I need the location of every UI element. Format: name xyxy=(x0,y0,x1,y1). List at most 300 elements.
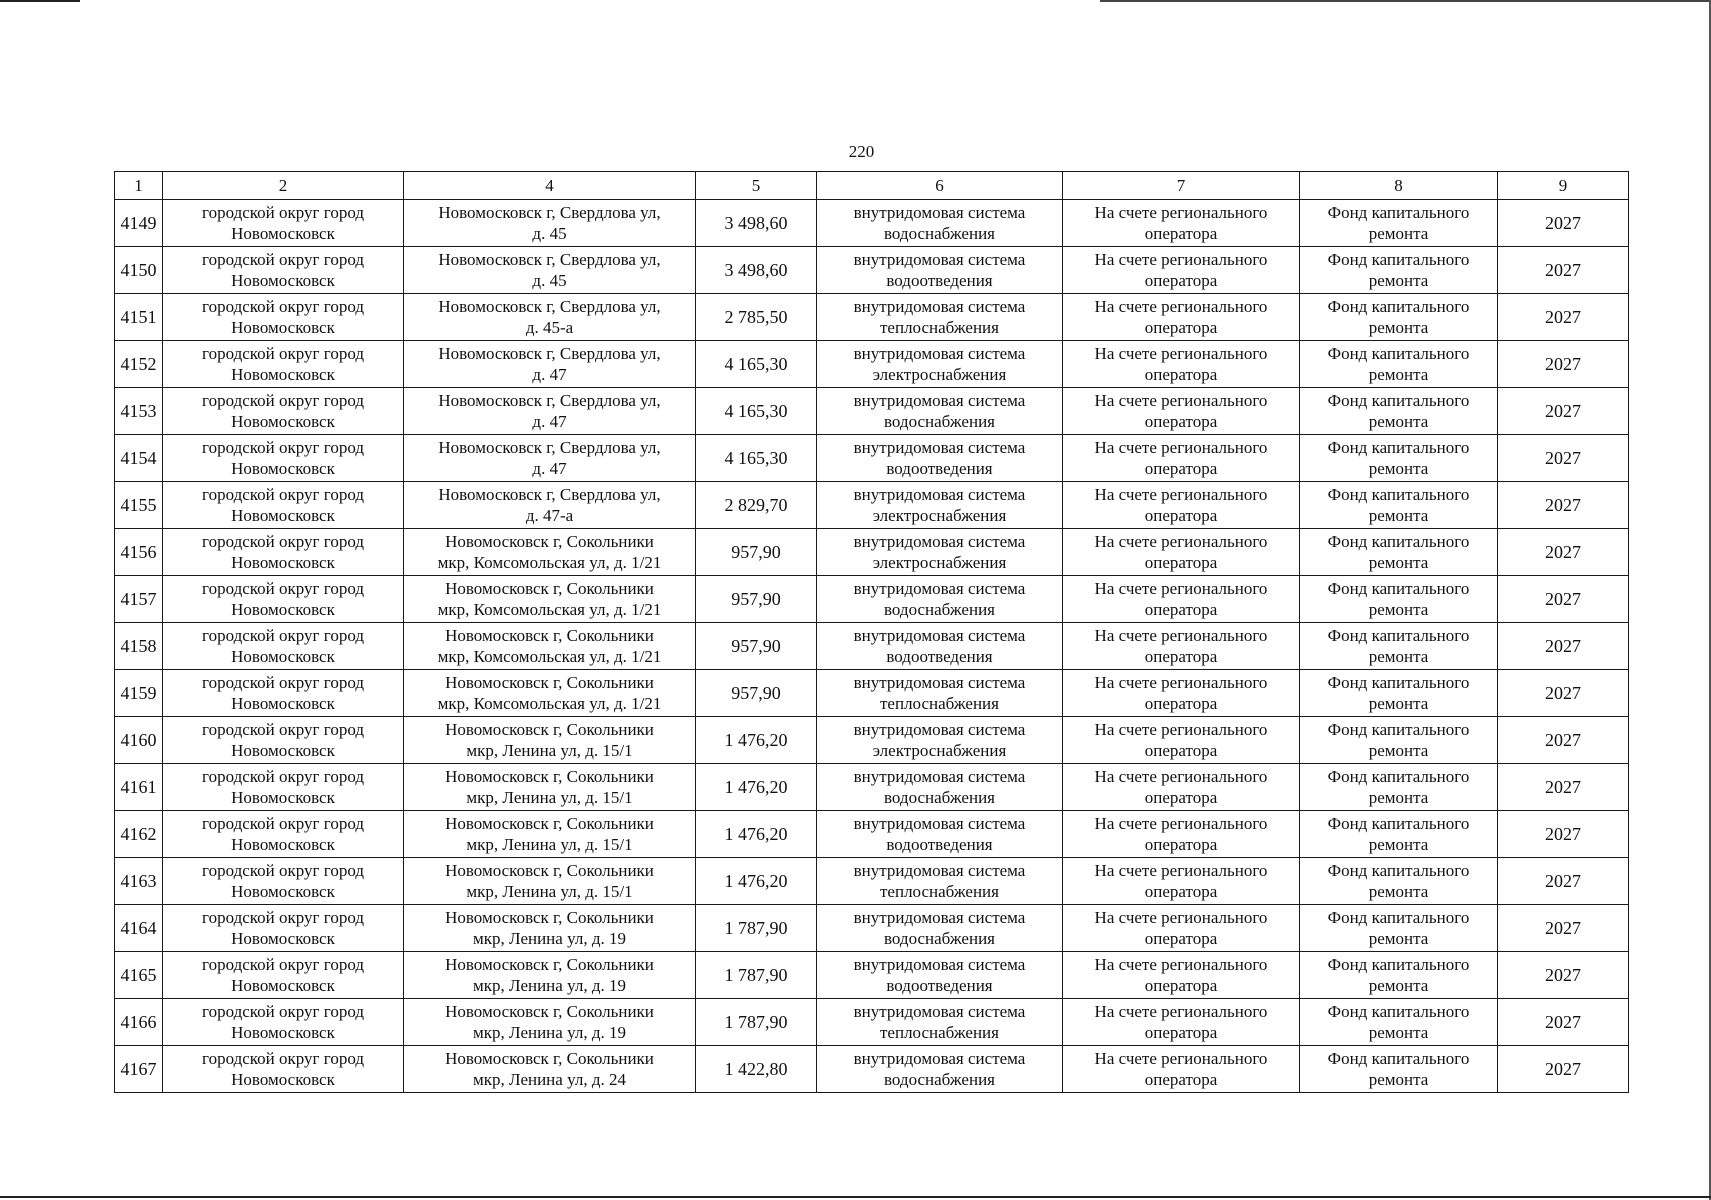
address-cell xyxy=(404,482,696,529)
address-cell-line: Новомосковск г, Сокольники xyxy=(445,1002,654,1021)
address-cell-line: Новомосковск г, Сокольники xyxy=(445,814,654,833)
municipality-cell-line: Новомосковск xyxy=(231,976,335,995)
municipality-cell-line: Новомосковск xyxy=(231,318,335,337)
area-cell: 957,90 xyxy=(696,576,817,623)
system-cell-line: водоотведения xyxy=(886,271,993,290)
column-header: 1 xyxy=(115,172,163,200)
address-cell-line: д. 45 xyxy=(532,271,567,290)
account-cell-line: На счете регионального xyxy=(1094,1002,1268,1021)
fund-cell xyxy=(1300,670,1498,717)
system-cell-line: водоотведения xyxy=(886,647,993,666)
address-cell xyxy=(404,200,696,247)
account-cell-line: На счете регионального xyxy=(1094,579,1268,598)
row-number-cell: 4157 xyxy=(115,576,163,623)
account-cell-line: оператора xyxy=(1144,600,1218,619)
account-cell-line: оператора xyxy=(1144,647,1218,666)
fund-cell-line: Фонд капитального xyxy=(1327,673,1470,692)
row-number-cell: 4161 xyxy=(115,764,163,811)
year-cell: 2027 xyxy=(1498,1046,1629,1093)
fund-cell-line: ремонта xyxy=(1368,365,1429,384)
account-cell-line: На счете регионального xyxy=(1094,720,1268,739)
year-cell: 2027 xyxy=(1498,905,1629,952)
row-number-cell: 4163 xyxy=(115,858,163,905)
fund-cell-line: Фонд капитального xyxy=(1327,908,1470,927)
address-cell-line: Новомосковск г, Свердлова ул, xyxy=(438,203,661,222)
account-cell xyxy=(1063,811,1300,858)
area-cell: 1 422,80 xyxy=(696,1046,817,1093)
municipality-cell-line: городской округ город xyxy=(202,1002,364,1021)
account-cell xyxy=(1063,200,1300,247)
system-cell xyxy=(817,529,1063,576)
address-cell xyxy=(404,952,696,999)
system-cell-line: электроснабжения xyxy=(872,741,1007,760)
fund-cell-line: ремонта xyxy=(1368,1070,1429,1089)
municipality-cell-line: Новомосковск xyxy=(231,788,335,807)
fund-cell xyxy=(1300,247,1498,294)
address-cell-line: Новомосковск г, Сокольники xyxy=(445,532,654,551)
municipality-cell xyxy=(163,482,404,529)
row-number-cell: 4156 xyxy=(115,529,163,576)
year-cell: 2027 xyxy=(1498,764,1629,811)
system-cell xyxy=(817,858,1063,905)
fund-cell-line: ремонта xyxy=(1368,412,1429,431)
fund-cell-line: ремонта xyxy=(1368,929,1429,948)
account-cell-line: оператора xyxy=(1144,318,1218,337)
fund-cell-line: Фонд капитального xyxy=(1327,579,1470,598)
address-cell xyxy=(404,435,696,482)
account-cell xyxy=(1063,999,1300,1046)
area-cell: 1 787,90 xyxy=(696,952,817,999)
account-cell-line: На счете регионального xyxy=(1094,532,1268,551)
system-cell-line: водоснабжения xyxy=(884,600,995,619)
address-cell-line: мкр, Ленина ул, д. 15/1 xyxy=(466,741,633,760)
fund-cell-line: Фонд капитального xyxy=(1327,1049,1470,1068)
address-cell-line: Новомосковск г, Свердлова ул, xyxy=(438,297,661,316)
area-cell: 957,90 xyxy=(696,623,817,670)
address-cell xyxy=(404,1046,696,1093)
address-cell-line: Новомосковск г, Сокольники xyxy=(445,1049,654,1068)
municipality-cell-line: Новомосковск xyxy=(231,553,335,572)
fund-cell-line: Фонд капитального xyxy=(1327,532,1470,551)
scan-edge-top-left xyxy=(0,0,80,2)
address-cell-line: мкр, Комсомольская ул, д. 1/21 xyxy=(437,647,662,666)
system-cell-line: теплоснабжения xyxy=(880,882,999,901)
address-cell-line: Новомосковск г, Свердлова ул, xyxy=(438,250,661,269)
system-cell xyxy=(817,247,1063,294)
address-cell-line: мкр, Ленина ул, д. 15/1 xyxy=(466,882,633,901)
fund-cell xyxy=(1300,905,1498,952)
address-cell-line: д. 47 xyxy=(532,412,567,431)
address-cell xyxy=(404,529,696,576)
fund-cell xyxy=(1300,764,1498,811)
table-row xyxy=(115,670,1629,717)
fund-cell-line: ремонта xyxy=(1368,318,1429,337)
municipality-cell-line: городской округ город xyxy=(202,297,364,316)
address-cell-line: мкр, Ленина ул, д. 24 xyxy=(473,1070,626,1089)
system-cell xyxy=(817,482,1063,529)
address-cell-line: Новомосковск г, Свердлова ул, xyxy=(438,391,661,410)
address-cell-line: Новомосковск г, Свердлова ул, xyxy=(438,344,661,363)
system-cell-line: внутридомовая система xyxy=(853,579,1026,598)
area-cell: 1 476,20 xyxy=(696,858,817,905)
address-cell-line: Новомосковск г, Сокольники xyxy=(445,908,654,927)
municipality-cell xyxy=(163,1046,404,1093)
area-cell: 2 785,50 xyxy=(696,294,817,341)
system-cell-line: водоснабжения xyxy=(884,412,995,431)
table-row xyxy=(115,529,1629,576)
account-cell xyxy=(1063,435,1300,482)
header-row xyxy=(115,172,1629,200)
municipality-cell-line: Новомосковск xyxy=(231,694,335,713)
fund-cell-line: ремонта xyxy=(1368,1023,1429,1042)
fund-cell-line: Фонд капитального xyxy=(1327,485,1470,504)
municipality-cell-line: городской округ город xyxy=(202,908,364,927)
system-cell xyxy=(817,623,1063,670)
account-cell-line: На счете регионального xyxy=(1094,438,1268,457)
account-cell-line: На счете регионального xyxy=(1094,391,1268,410)
account-cell xyxy=(1063,341,1300,388)
system-cell-line: внутридомовая система xyxy=(853,391,1026,410)
address-cell-line: Новомосковск г, Сокольники xyxy=(445,767,654,786)
system-cell-line: водоотведения xyxy=(886,976,993,995)
table-row xyxy=(115,623,1629,670)
address-cell xyxy=(404,388,696,435)
account-cell xyxy=(1063,905,1300,952)
fund-cell-line: ремонта xyxy=(1368,459,1429,478)
system-cell-line: водоснабжения xyxy=(884,224,995,243)
municipality-cell-line: городской округ город xyxy=(202,720,364,739)
system-cell xyxy=(817,388,1063,435)
row-number-cell: 4162 xyxy=(115,811,163,858)
address-cell-line: Новомосковск г, Сокольники xyxy=(445,673,654,692)
municipality-cell-line: городской округ город xyxy=(202,673,364,692)
municipality-cell xyxy=(163,247,404,294)
municipality-cell xyxy=(163,999,404,1046)
address-cell xyxy=(404,764,696,811)
system-cell xyxy=(817,905,1063,952)
municipality-cell xyxy=(163,576,404,623)
fund-cell xyxy=(1300,388,1498,435)
municipality-cell-line: Новомосковск xyxy=(231,929,335,948)
table-row xyxy=(115,952,1629,999)
account-cell-line: оператора xyxy=(1144,694,1218,713)
area-cell: 957,90 xyxy=(696,529,817,576)
municipality-cell-line: городской округ город xyxy=(202,579,364,598)
account-cell-line: На счете регионального xyxy=(1094,673,1268,692)
year-cell: 2027 xyxy=(1498,294,1629,341)
fund-cell-line: Фонд капитального xyxy=(1327,861,1470,880)
fund-cell-line: ремонта xyxy=(1368,741,1429,760)
address-cell-line: Новомосковск г, Сокольники xyxy=(445,955,654,974)
municipality-cell-line: Новомосковск xyxy=(231,224,335,243)
account-cell xyxy=(1063,1046,1300,1093)
municipality-cell-line: городской округ город xyxy=(202,861,364,880)
account-cell-line: оператора xyxy=(1144,1023,1218,1042)
account-cell xyxy=(1063,717,1300,764)
municipality-cell xyxy=(163,623,404,670)
system-cell-line: внутридомовая система xyxy=(853,908,1026,927)
column-header: 9 xyxy=(1498,172,1629,200)
table-row xyxy=(115,388,1629,435)
municipality-cell-line: Новомосковск xyxy=(231,647,335,666)
system-cell xyxy=(817,811,1063,858)
account-cell-line: На счете регионального xyxy=(1094,767,1268,786)
account-cell xyxy=(1063,247,1300,294)
row-number-cell: 4151 xyxy=(115,294,163,341)
area-cell: 957,90 xyxy=(696,670,817,717)
fund-cell-line: Фонд капитального xyxy=(1327,297,1470,316)
row-number-cell: 4155 xyxy=(115,482,163,529)
account-cell-line: На счете регионального xyxy=(1094,626,1268,645)
municipality-cell-line: Новомосковск xyxy=(231,506,335,525)
system-cell xyxy=(817,952,1063,999)
account-cell-line: оператора xyxy=(1144,412,1218,431)
fund-cell-line: ремонта xyxy=(1368,224,1429,243)
municipality-cell xyxy=(163,294,404,341)
system-cell-line: электроснабжения xyxy=(872,506,1007,525)
area-cell: 1 787,90 xyxy=(696,999,817,1046)
account-cell xyxy=(1063,764,1300,811)
account-cell xyxy=(1063,576,1300,623)
system-cell-line: водоотведения xyxy=(886,459,993,478)
table-row xyxy=(115,858,1629,905)
system-cell-line: внутридомовая система xyxy=(853,955,1026,974)
account-cell xyxy=(1063,858,1300,905)
area-cell: 1 476,20 xyxy=(696,811,817,858)
column-header: 8 xyxy=(1300,172,1498,200)
fund-cell-line: Фонд капитального xyxy=(1327,720,1470,739)
table-row xyxy=(115,294,1629,341)
address-cell-line: Новомосковск г, Свердлова ул, xyxy=(438,485,661,504)
area-cell: 3 498,60 xyxy=(696,200,817,247)
fund-cell xyxy=(1300,858,1498,905)
page-number: 220 xyxy=(848,142,875,161)
table-row xyxy=(115,1046,1629,1093)
address-cell-line: мкр, Ленина ул, д. 19 xyxy=(473,929,626,948)
year-cell: 2027 xyxy=(1498,576,1629,623)
address-cell xyxy=(404,905,696,952)
area-cell: 1 787,90 xyxy=(696,905,817,952)
system-cell-line: внутридомовая система xyxy=(853,861,1026,880)
register-table xyxy=(114,171,1629,1093)
account-cell-line: На счете регионального xyxy=(1094,297,1268,316)
address-cell-line: мкр, Комсомольская ул, д. 1/21 xyxy=(437,694,662,713)
system-cell xyxy=(817,717,1063,764)
table-row xyxy=(115,247,1629,294)
municipality-cell-line: городской округ город xyxy=(202,814,364,833)
municipality-cell-line: Новомосковск xyxy=(231,412,335,431)
address-cell xyxy=(404,858,696,905)
address-cell xyxy=(404,999,696,1046)
account-cell-line: оператора xyxy=(1144,929,1218,948)
municipality-cell-line: Новомосковск xyxy=(231,1070,335,1089)
address-cell-line: Новомосковск г, Сокольники xyxy=(445,861,654,880)
table-row xyxy=(115,764,1629,811)
account-cell xyxy=(1063,623,1300,670)
municipality-cell-line: Новомосковск xyxy=(231,600,335,619)
account-cell-line: оператора xyxy=(1144,1070,1218,1089)
account-cell-line: оператора xyxy=(1144,788,1218,807)
table-row xyxy=(115,341,1629,388)
system-cell-line: внутридомовая система xyxy=(853,673,1026,692)
account-cell-line: оператора xyxy=(1144,741,1218,760)
municipality-cell-line: Новомосковск xyxy=(231,882,335,901)
account-cell-line: На счете регионального xyxy=(1094,861,1268,880)
municipality-cell xyxy=(163,388,404,435)
municipality-cell-line: городской округ город xyxy=(202,344,364,363)
address-cell xyxy=(404,623,696,670)
scan-edge-bottom xyxy=(0,1196,1711,1198)
area-cell: 3 498,60 xyxy=(696,247,817,294)
account-cell-line: оператора xyxy=(1144,976,1218,995)
account-cell-line: На счете регионального xyxy=(1094,1049,1268,1068)
row-number-cell: 4160 xyxy=(115,717,163,764)
area-cell: 1 476,20 xyxy=(696,764,817,811)
address-cell-line: д. 47 xyxy=(532,459,567,478)
table-row xyxy=(115,999,1629,1046)
row-number-cell: 4150 xyxy=(115,247,163,294)
address-cell-line: мкр, Комсомольская ул, д. 1/21 xyxy=(437,600,662,619)
system-cell xyxy=(817,999,1063,1046)
account-cell-line: оператора xyxy=(1144,835,1218,854)
fund-cell-line: ремонта xyxy=(1368,271,1429,290)
fund-cell-line: ремонта xyxy=(1368,553,1429,572)
table-row xyxy=(115,811,1629,858)
system-cell-line: водоснабжения xyxy=(884,788,995,807)
area-cell: 4 165,30 xyxy=(696,435,817,482)
table-row xyxy=(115,200,1629,247)
fund-cell-line: ремонта xyxy=(1368,976,1429,995)
address-cell xyxy=(404,811,696,858)
address-cell-line: мкр, Ленина ул, д. 19 xyxy=(473,1023,626,1042)
fund-cell xyxy=(1300,811,1498,858)
year-cell: 2027 xyxy=(1498,952,1629,999)
row-number-cell: 4165 xyxy=(115,952,163,999)
fund-cell-line: ремонта xyxy=(1368,647,1429,666)
row-number-cell: 4159 xyxy=(115,670,163,717)
fund-cell xyxy=(1300,623,1498,670)
year-cell: 2027 xyxy=(1498,482,1629,529)
fund-cell-line: ремонта xyxy=(1368,506,1429,525)
account-cell-line: На счете регионального xyxy=(1094,203,1268,222)
system-cell-line: внутридомовая система xyxy=(853,250,1026,269)
table-body xyxy=(115,200,1629,1093)
year-cell: 2027 xyxy=(1498,717,1629,764)
system-cell-line: внутридомовая система xyxy=(853,203,1026,222)
municipality-cell-line: Новомосковск xyxy=(231,835,335,854)
year-cell: 2027 xyxy=(1498,529,1629,576)
row-number-cell: 4152 xyxy=(115,341,163,388)
system-cell-line: теплоснабжения xyxy=(880,694,999,713)
municipality-cell-line: городской округ город xyxy=(202,1049,364,1068)
column-header: 4 xyxy=(404,172,696,200)
account-cell-line: оператора xyxy=(1144,365,1218,384)
fund-cell xyxy=(1300,717,1498,764)
fund-cell-line: ремонта xyxy=(1368,694,1429,713)
system-cell-line: внутридомовая система xyxy=(853,814,1026,833)
account-cell-line: На счете регионального xyxy=(1094,485,1268,504)
account-cell-line: На счете регионального xyxy=(1094,250,1268,269)
row-number-cell: 4158 xyxy=(115,623,163,670)
municipality-cell xyxy=(163,717,404,764)
fund-cell-line: Фонд капитального xyxy=(1327,250,1470,269)
year-cell: 2027 xyxy=(1498,858,1629,905)
fund-cell-line: Фонд капитального xyxy=(1327,767,1470,786)
municipality-cell-line: Новомосковск xyxy=(231,271,335,290)
address-cell xyxy=(404,341,696,388)
system-cell-line: внутридомовая система xyxy=(853,532,1026,551)
system-cell-line: внутридомовая система xyxy=(853,767,1026,786)
municipality-cell-line: городской округ город xyxy=(202,438,364,457)
system-cell-line: внутридомовая система xyxy=(853,344,1026,363)
fund-cell-line: ремонта xyxy=(1368,600,1429,619)
row-number-cell: 4154 xyxy=(115,435,163,482)
municipality-cell xyxy=(163,529,404,576)
fund-cell-line: ремонта xyxy=(1368,788,1429,807)
system-cell-line: водоснабжения xyxy=(884,1070,995,1089)
year-cell: 2027 xyxy=(1498,341,1629,388)
table-row xyxy=(115,905,1629,952)
address-cell-line: Новомосковск г, Сокольники xyxy=(445,720,654,739)
row-number-cell: 4167 xyxy=(115,1046,163,1093)
municipality-cell-line: городской округ город xyxy=(202,955,364,974)
fund-cell-line: Фонд капитального xyxy=(1327,438,1470,457)
fund-cell xyxy=(1300,576,1498,623)
account-cell xyxy=(1063,529,1300,576)
account-cell xyxy=(1063,670,1300,717)
account-cell xyxy=(1063,388,1300,435)
year-cell: 2027 xyxy=(1498,811,1629,858)
row-number-cell: 4166 xyxy=(115,999,163,1046)
system-cell xyxy=(817,764,1063,811)
fund-cell-line: Фонд капитального xyxy=(1327,955,1470,974)
fund-cell xyxy=(1300,952,1498,999)
system-cell-line: внутридомовая система xyxy=(853,297,1026,316)
year-cell: 2027 xyxy=(1498,247,1629,294)
municipality-cell-line: Новомосковск xyxy=(231,1023,335,1042)
system-cell-line: внутридомовая система xyxy=(853,626,1026,645)
table-row xyxy=(115,717,1629,764)
municipality-cell-line: городской округ город xyxy=(202,485,364,504)
municipality-cell xyxy=(163,341,404,388)
address-cell xyxy=(404,294,696,341)
column-header: 7 xyxy=(1063,172,1300,200)
account-cell-line: оператора xyxy=(1144,224,1218,243)
area-cell: 4 165,30 xyxy=(696,388,817,435)
system-cell xyxy=(817,341,1063,388)
address-cell-line: мкр, Комсомольская ул, д. 1/21 xyxy=(437,553,662,572)
account-cell-line: На счете регионального xyxy=(1094,344,1268,363)
row-number-cell: 4153 xyxy=(115,388,163,435)
area-cell: 4 165,30 xyxy=(696,341,817,388)
account-cell xyxy=(1063,482,1300,529)
fund-cell-line: ремонта xyxy=(1368,835,1429,854)
address-cell-line: Новомосковск г, Сокольники xyxy=(445,579,654,598)
municipality-cell-line: городской округ город xyxy=(202,767,364,786)
municipality-cell-line: Новомосковск xyxy=(231,459,335,478)
column-header: 2 xyxy=(163,172,404,200)
municipality-cell-line: городской округ город xyxy=(202,391,364,410)
account-cell-line: На счете регионального xyxy=(1094,955,1268,974)
year-cell: 2027 xyxy=(1498,388,1629,435)
fund-cell xyxy=(1300,341,1498,388)
area-cell: 2 829,70 xyxy=(696,482,817,529)
account-cell-line: На счете регионального xyxy=(1094,814,1268,833)
municipality-cell-line: городской округ город xyxy=(202,203,364,222)
address-cell xyxy=(404,247,696,294)
system-cell xyxy=(817,200,1063,247)
municipality-cell xyxy=(163,858,404,905)
